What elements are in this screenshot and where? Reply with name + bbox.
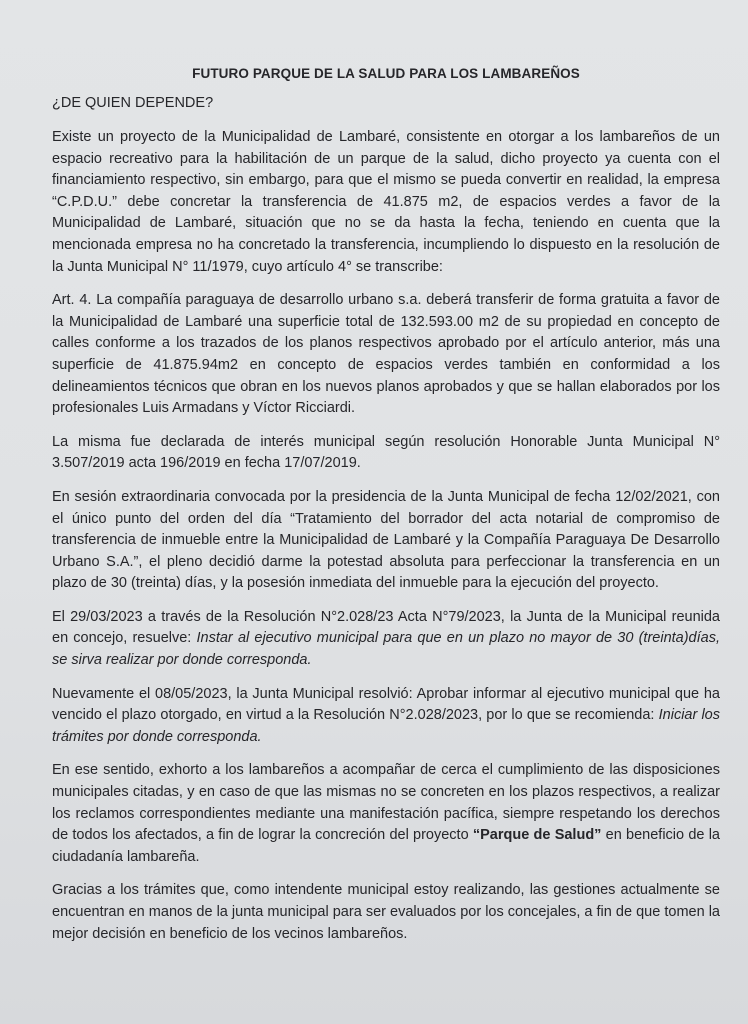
parque-de-salud-highlight: “Parque de Salud”: [472, 827, 602, 844]
resolution-2023-text: El 29/03/2023 a través de la Resolución N°2.028/23 Acta N°79/2023, la Junta de la Municipal reunida en concejo, resuelve:: [52, 608, 720, 647]
paragraph-exhortation: [52, 760, 720, 868]
expired-term-quote: Iniciar los trámites por donde corresponda.: [52, 707, 720, 745]
resolution-2023-quote: Instar al ejecutivo municipal para que en un plazo no mayor de 30 (treinta)días, se sirva realizar por donde corresponda.: [52, 630, 720, 669]
paragraph-resolution-2023: [52, 607, 720, 672]
paragraph-expired-term: [52, 684, 720, 749]
exhortation-text: En ese sentido, exhorto a los lambareños a acompañar de cerca el cumplimiento de las disposiciones municipales citadas, y en caso de que las mismas no se concreten en los plazos respectivos, a realizar los reclamos correspondientes mediante una manifestación pacífica, siempre respetando los derechos de todos los afectados, a fin de lograr la concreción del proyecto: [52, 762, 720, 844]
question-heading: ¿DE QUIEN DEPENDE?: [52, 95, 214, 111]
expired-term-text: Nuevamente el 08/05/2023, la Junta Municipal resolvió: Aprobar informar al ejecutivo municipal que ha vencido el plazo otorgado, en virtud a la Resolución N°2.028/2023, por lo que se recomienda:: [52, 685, 720, 724]
paragraph-declaration: La misma fue declarada de interés municipal según resolución Honorable Junta Municipal N° 3.507/2019 acta 196/2019 en fecha 17/07/2019.: [52, 433, 720, 472]
paragraph-intro: Existe un proyecto de la Municipalidad de Lambaré, consistente en otorgar a los lambareños de un espacio recreativo para la habilitación de un parque de la salud, dicho proyecto ya cuenta con el financiamiento respectivo, sin embargo, para que el mismo se pueda convertir en realidad, la empresa “C.P.D.U.” debe concretar la transferencia de 41.875 m2, de espacios verdes a favor de la Municipalidad de Lambaré, situación que no se da hasta la fecha, teniendo en cuenta que la mencionada empresa no ha concretado la transferencia, incumpliendo lo dispuesto en la resolución de la Junta Municipal N° 11/1979, cuyo artículo 4° se transcribe:: [52, 129, 720, 275]
paragraph-article-4: Art. 4. La compañía paraguaya de desarrollo urbano s.a. deberá transferir de forma gratuita a favor de la Municipalidad de Lambaré una superficie total de 132.593.00 m2 de su propiedad en concepto de calles conforme a los trazados de los planos respectivos aprobado por el artículo anterior, más una superficie de 41.875.94m2 en concepto de espacios verdes también en conformidad a los delineamientos técnicos que obran en los nuevos planos aprobados y que se hallan elaborados por los profesionales Luis Armadans y Víctor Ricciardi.: [52, 292, 720, 417]
paragraph-closing: Gracias a los trámites que, como intendente municipal estoy realizando, las gestiones actualmente se encuentran en manos de la junta municipal para ser evaluados por los concejales, a fin de que tomen la mejor decisión en beneficio de los vecinos lambareños.: [52, 882, 720, 942]
paragraph-extraordinary-session: En sesión extraordinaria convocada por la presidencia de la Junta Municipal de fecha 12/02/2021, con el único punto del orden del día “Tratamiento del borrador del acta notarial de compromiso de transferencia de inmueble entre la Municipalidad de Lambaré y la Compañía Paraguaya De Desarrollo Urbano S.A.”, el pleno decidió darme la potestad absoluta para perfeccionar la transferencia en un plazo de 30 (treinta) días, y la posesión inmediata del inmueble para la ejecución del proyecto.: [52, 488, 720, 592]
exhortation-end: en beneficio de la ciudadanía lambareña.: [52, 827, 720, 865]
document-title: FUTURO PARQUE DE LA SALUD PARA LOS LAMBAREÑOS: [192, 66, 580, 81]
